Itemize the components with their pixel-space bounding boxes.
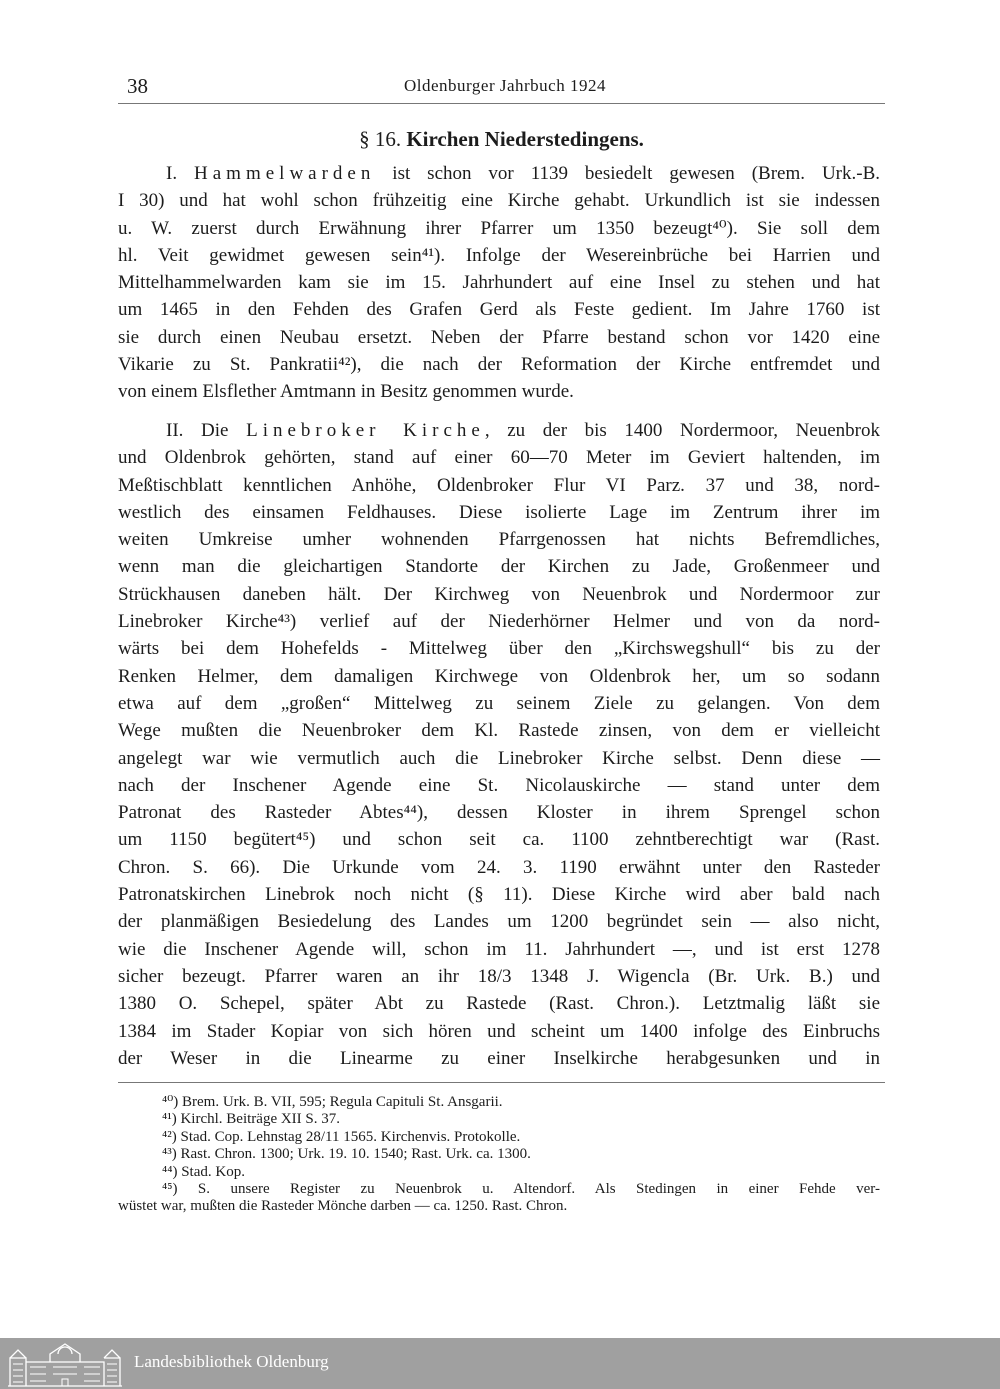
library-name: Landesbibliothek Oldenburg xyxy=(134,1352,329,1371)
text-line: hl. Veit gewidmet gewesen sein⁴¹). Infolge der Wesereinbrüche bei Harrien und xyxy=(118,244,880,266)
text-line: I 30) und hat wohl schon frühzeitig eine Kirche gehabt. Urkundlich ist sie indessen xyxy=(118,190,880,212)
page-number: 38 xyxy=(127,74,148,98)
emphasized-name: Hammelwarden xyxy=(194,163,376,184)
text-line: Renken Helmer, dem damaligen Kirchwege von Oldenbrok her, um so sodann xyxy=(118,665,880,687)
emphasized-name: Linebroker Kirche xyxy=(246,420,485,441)
text-line: Patronat des Rasteder Abtes⁴⁴), dessen Kloster in ihrem Sprengel schon xyxy=(118,802,880,824)
footnote: ⁴⁰) Brem. Urk. B. VII, 595; Regula Capituli St. Ansgarii. xyxy=(162,1094,503,1110)
text-line: der planmäßigen Besiedelung des Landes um 1200 begründet sein — also nicht, xyxy=(118,911,880,933)
text-line: Strückhausen daneben hält. Der Kirchweg von Neuenbrok und Nordermoor zur xyxy=(118,583,880,605)
text-line xyxy=(118,160,880,187)
text-line: weiten Umkreise umher wohnenden Pfarrgenossen hat nichts Befremdliches, xyxy=(118,529,880,551)
library-footer-bar xyxy=(0,1338,1000,1389)
text-line: sicher bezeugt. Pfarrer waren an ihr 18/3 1348 J. Wigencla (Br. Urk. B.) und xyxy=(118,965,880,987)
text-segment: , zu der bis 1400 Nordermoor, Neuenbrok xyxy=(484,420,881,441)
text-line: Patronatskirchen Linebrok noch nicht (§ 11). Diese Kirche wird aber bald nach xyxy=(118,884,880,906)
footnote-rule xyxy=(118,1082,885,1083)
text-line: Wege mußten die Neuenbroker dem Kl. Rastede zinsen, von dem er vielleicht xyxy=(118,720,880,742)
text-line: um 1465 in den Fehden des Grafen Gerd als Feste gedient. Im Jahre 1760 ist xyxy=(118,299,880,321)
text-segment: I. xyxy=(166,163,195,184)
text-line: Linebroker Kirche⁴³) verlief auf der Niederhörner Helmer und von da nord- xyxy=(118,611,880,633)
text-line: Vikarie zu St. Pankratii⁴²), die nach der Reformation der Kirche entfremdet und xyxy=(118,354,880,376)
paragraph-linebroker-kirche xyxy=(118,417,880,1072)
text-line: wie die Inschener Agende will, schon im 11. Jahrhundert —, und ist erst 1278 xyxy=(118,938,880,960)
footnote: ⁴⁴) Stad. Kop. xyxy=(162,1163,245,1180)
running-title: Oldenburger Jahrbuch 1924 xyxy=(404,76,606,95)
footnote: ⁴³) Rast. Chron. 1300; Urk. 19. 10. 1540; Rast. Urk. ca. 1300. xyxy=(162,1146,531,1163)
text-line: sie durch einen Neubau ersetzt. Neben der Pfarre bestand schon vor 1420 eine xyxy=(118,326,880,348)
text-line: Chron. S. 66). Die Urkunde vom 24. 3. 1190 erwähnt unter den Rasteder xyxy=(118,856,880,878)
text-line: 1384 im Stader Kopiar von sich hören und scheint um 1400 infolge des Einbruchs xyxy=(118,1020,880,1042)
text-line: wärts bei dem Hohefelds - Mittelweg über den „Kirchswegshull“ bis zu der xyxy=(118,638,880,660)
footnote: wüstet war, mußten die Rasteder Mönche darben — ca. 1250. Rast. Chron. xyxy=(118,1198,568,1215)
text-line: westlich des einsamen Feldhauses. Diese isolierte Lage im Zentrum ihrer im xyxy=(118,501,880,523)
text-line: der Weser in die Linearme zu einer Inselkirche herabgesunken und in xyxy=(118,1047,880,1069)
section-number: § 16. xyxy=(359,127,402,151)
text-line: und Oldenbrok gehörten, stand auf einer 60—70 Meter im Geviert haltenden, im xyxy=(118,447,880,469)
paragraph-hammelwarden xyxy=(118,160,880,406)
text-segment: II. Die xyxy=(166,420,247,441)
library-building-icon xyxy=(6,1342,124,1388)
footnote: ⁴¹) Kirchl. Beiträge XII S. 37. xyxy=(162,1111,341,1128)
section-title: Kirchen Niederstedingens. xyxy=(406,127,644,151)
footnote: ⁴²) Stad. Cop. Lehnstag 28/11 1565. Kirchenvis. Protokolle. xyxy=(162,1128,521,1145)
text-line: wenn man die gleichartigen Standorte der Kirchen zu Jade, Großenmeer und xyxy=(118,556,880,578)
text-line: Mittelhammelwarden kam sie im 15. Jahrhundert auf eine Insel zu stehen und hat xyxy=(118,272,880,294)
text-line xyxy=(118,417,880,444)
text-line: 1380 O. Schepel, später Abt zu Rastede (Rast. Chron.). Letztmalig läßt sie xyxy=(118,993,880,1015)
text-line: u. W. zuerst durch Erwähnung ihrer Pfarrer um 1350 bezeugt⁴⁰). Sie soll dem xyxy=(118,217,880,239)
header-rule xyxy=(118,103,885,104)
section-heading xyxy=(118,127,885,152)
text-line: um 1150 begütert⁴⁵) und schon seit ca. 1100 zehntberechtigt war (Rast. xyxy=(118,829,880,851)
text-segment: ist schon vor 1139 besiedelt gewesen (Brem. Urk.-B. xyxy=(375,163,881,184)
text-line: angelegt war wie vermutlich auch die Linebroker Kirche selbst. Denn diese — xyxy=(118,747,880,769)
text-line: etwa auf dem „großen“ Mittelweg zu seinem Ziele zu gelangen. Von dem xyxy=(118,692,880,714)
text-line: Meßtischblatt kenntlichen Anhöhe, Oldenbroker Flur VI Parz. 37 und 38, nord- xyxy=(118,474,880,496)
footnotes xyxy=(118,1094,880,1216)
text-line: nach der Inschener Agende eine St. Nicolauskirche — stand unter dem xyxy=(118,774,880,796)
text-line: von einem Elsflether Amtmann in Besitz genommen wurde. xyxy=(118,381,574,403)
footnote: ⁴⁵) S. unsere Register zu Neuenbrok u. Altendorf. Als Stedingen in einer Fehde ver- xyxy=(162,1180,880,1197)
